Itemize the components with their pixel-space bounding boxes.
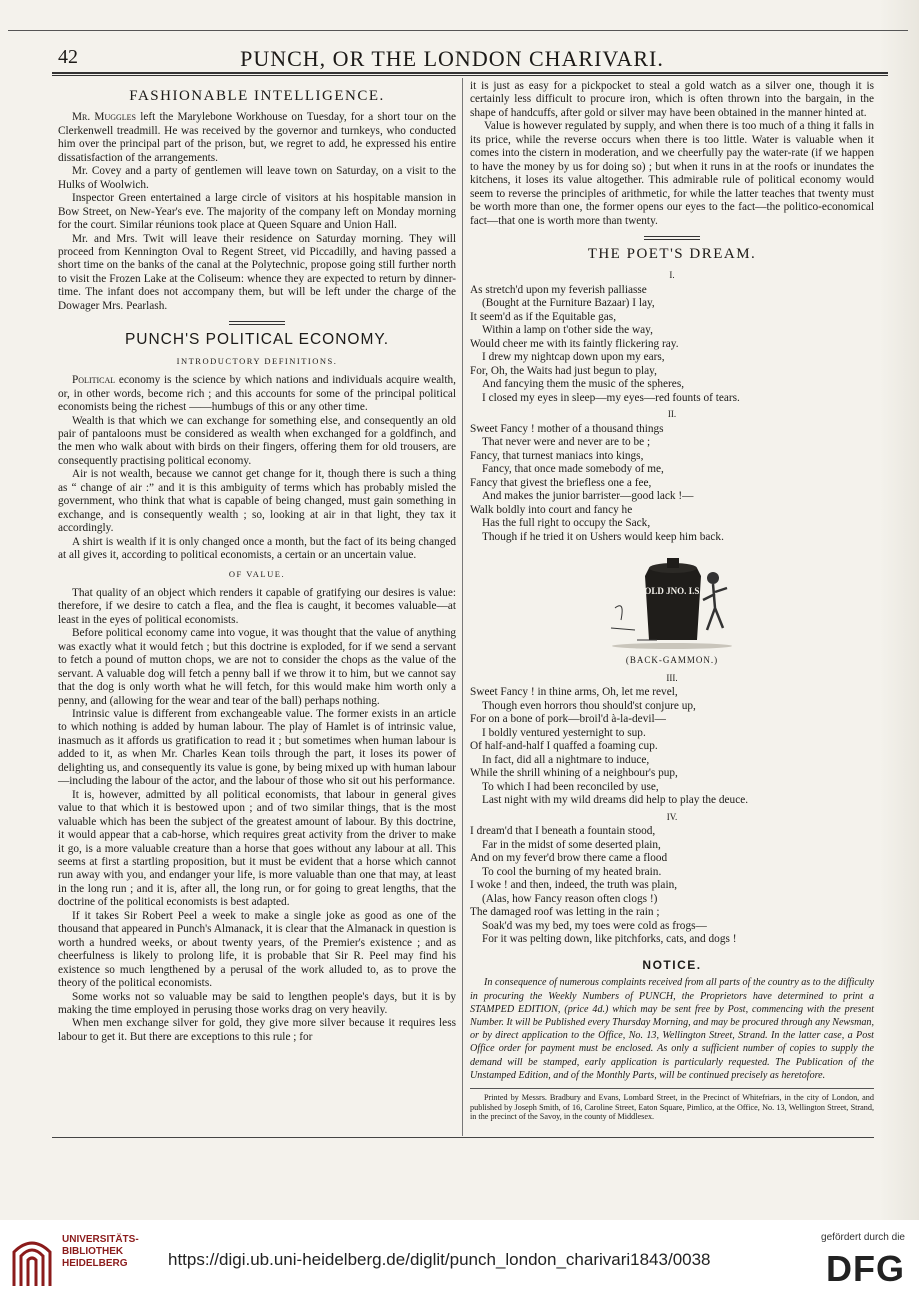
poem-line: For on a bone of pork—broil'd à-la-devil— (470, 713, 666, 726)
fashionable-paragraph: Inspector Green entertained a large circle of visitors at his hospitable mansion in Bow Street, on New-Year's eve. The majority of the company left on Monday morning for the court. Similar réunions took place at Queen Square and Union Hall. (58, 192, 456, 232)
poem-line: Though if he tried it on Ushers would keep him back. (482, 530, 724, 543)
poem-line: I woke ! and then, indeed, the truth was plain, (470, 879, 678, 892)
stanza-1 (470, 284, 874, 406)
poem-line: Fancy, that once made somebody of me, (482, 463, 664, 476)
economy-paragraph: It is, however, admitted by all political economists, that labour in general gives value to that which it is bestowed upon ; and of two similar things, that is the most valuable which has been the subject of the greatest amount of labour. By this doctrine, it would appear that a cab-horse, which requires great activity from the driver to make it go, is a more valuable creature than a horse that goes without any labour at all. This seems at first a startling proposition, but it must be evident that a horse which cannot run away with you, and endanger your life, is more valuable than one that may, at least in the long run ; and it is, after all, the long run, or for going to great lengths, that the doctrine of the political economists is best adapted. (58, 788, 456, 909)
permalink-url[interactable]: https://digi.ub.uni-heidelberg.de/diglit/punch_london_charivari1843/0038 (168, 1250, 711, 1269)
economy-paragraph: Wealth is that which we can exchange for something else, and consequently an old pair of pantaloons must be considered as wealth when exchanged for a goldfinch, and the men who walk about with birds on their fingers, offering them for old trousers, are consequently practising political economy. (58, 414, 456, 467)
section-divider (229, 321, 285, 325)
poem-line: While the shrill whining of a neighbour's pup, (470, 767, 678, 780)
printer-imprint: Printed by Messrs. Bradbury and Evans, Lombard Street, in the Precinct of Whitefriars, in the city of London, and published by Joseph Smith, of 16, Caroline Street, Eaton Square, Pimlico, at the Office, No. 13, Wellington Street, Strand, in the precinct of the Savoy, in the county of Middlesex. (470, 1093, 874, 1122)
poem-line: Though even horrors thou should'st conjure up, (482, 699, 696, 712)
page-edge-shadow (879, 0, 919, 1220)
poem-line: Far in the midst of some deserted plain, (482, 838, 661, 851)
illustration-caption: (BACK-GAMMON.) (625, 655, 719, 666)
page-number: 42 (58, 46, 78, 68)
stanza-number: IV. (666, 811, 678, 822)
poem-line: Fancy that givest the briefless one a fee, (470, 476, 652, 489)
poem-line: Of half-and-half I quaffed a foaming cup. (470, 740, 658, 753)
poem-line: In fact, did all a nightmare to induce, (482, 753, 650, 766)
dfg-logo[interactable]: DFG (826, 1248, 905, 1289)
notice-title: NOTICE. (642, 957, 702, 972)
fashionable-paragraph: Mr. Covey and a party of gentlemen will leave town on Saturday, on a visit to the Hulks of Woolwich. (58, 165, 456, 191)
poem-line: And fancying them the music of the spheres, (482, 378, 685, 391)
top-rule (8, 30, 908, 31)
poem-line: The damaged roof was letting in the rain ; (470, 906, 660, 919)
stanza-2 (470, 423, 874, 545)
fashionable-paragraph: Mr. Muggles left the Marylebone Workhouse on Tuesday, for a short tour on the Clerkenwell treadmill. He was received by the governor and turnkeys, who conducted him over the principal part of the prison, but, we regret to add, he expressed his entire dissatisfaction of the arrangements. (58, 111, 456, 164)
poem-line: I dream'd that I beneath a fountain stood, (470, 825, 656, 838)
viewer-footer (0, 1220, 919, 1302)
running-title: PUNCH, OR THE LONDON CHARIVARI. (240, 46, 664, 71)
imprint-rule (470, 1088, 874, 1089)
poem-title: THE POET'S DREAM. (587, 245, 757, 262)
economy-subtitle: INTRODUCTORY DEFINITIONS. (176, 355, 338, 366)
poem-line: Sweet Fancy ! mother of a thousand things (470, 422, 664, 435)
economy-paragraph: Some works not so valuable may be said to lengthen people's days, but it is by making the time employed in perusing those works drag on very heavily. (58, 990, 456, 1016)
stanza-3 (470, 686, 874, 808)
value-heading: OF VALUE. (228, 568, 286, 579)
stanza-4 (470, 825, 874, 947)
left-column (58, 80, 456, 1044)
poem-line: Soak'd was my bed, my toes were cold as frogs— (482, 919, 707, 932)
economy-title: PUNCH'S POLITICAL ECONOMY. (124, 331, 390, 349)
stanza-number: III. (666, 672, 678, 683)
poem-line: That never were and never are to be ; (482, 436, 651, 449)
sponsor-label: gefördert durch die (821, 1232, 905, 1243)
header-rule (52, 72, 888, 74)
backgammon-illustration (597, 548, 747, 652)
stanza-number: II. (667, 409, 677, 420)
economy-paragraph: A shirt is wealth if it is only changed once a month, but the fact of its being changed at all gives it, according to political economists, a certain or an uncertain value. (58, 535, 456, 562)
column-divider (462, 78, 463, 1136)
economy-paragraph: That quality of an object which renders it capable of gratifying our desires is value: therefore, if we desire to catch a flea, and the flea is caught, it becomes valuable—at least in the eyes of political economists. (58, 586, 456, 626)
poem-line: Sweet Fancy ! in thine arms, Oh, let me revel, (470, 686, 678, 699)
poem (470, 269, 874, 947)
fashionable-paragraph: Mr. and Mrs. Twit will leave their residence on Saturday morning. They will proceed from Kennington Oval to Regent Street, vid Piccadilly, and having passed a short time on the banks of the canal at the Polytechnic, propose going still further north to visit the Frozen Lake at the Coliseum: whence they are expected to return by dinner-time. The infant does not accompany them, but will be left under the charge of the Dowager Mrs. Pearlash. (58, 232, 456, 312)
economy-paragraph-continued: it is just as easy for a pickpocket to steal a gold watch as a silver one, though it is certainly less difficult to procure iron, which is often thrown into the bargain, in the shape of handcuffs, after gold or silver may have been obtained in the manner hinted at. (470, 80, 874, 119)
economy-paragraph: Before political economy came into vogue, it was thought that the value of anything was exactly what it would fetch ; but this doctrine is exploded, for if we send a servant to fetch a pound of mutton chops, we are not to consider the chops as the value of the servant. A valuable dog will fetch a penny ball if we throw it to him, but we cannot say that the dog is only worth what he will fetch, for this would make him worth only a penny, and (allowing for the wear and tear of the ball) perhaps nothing. (58, 627, 456, 707)
section-divider (644, 236, 700, 240)
poem-line: Within a lamp on t'other side the way, (482, 324, 653, 337)
economy-paragraph: If it takes Sir Robert Peel a week to make a single joke as good as one of the thousand that appeared in Punch's Almanack, it is clear that the Almanack in question is worth a hundred weeks, or about twenty years, of the Premier's existence ; and as cheerfulness is likely to prolong life, it is probable that Sir R. Peel may find his existence so much lengthened by a perusal of the work alluded to, as to prove the theory of the political economists. (58, 909, 456, 990)
poem-line: For it was pelting down, like pitchforks, cats, and dogs ! (482, 933, 737, 946)
notice-body: In consequence of numerous complaints received from all parts of the country as to the difficulty in procuring the Weekly Numbers of PUNCH, the Proprietors have determined to print a STAMPED EDITION, (price 4d.) which may be sent free by Post, commencing with the present Number. It will be Published every Thursday Morning, and may be procured through any Newsman, or by direct application to the Office, No. 13, Wellington Street, Strand. In the latter case, a Post Office order for payment must be enclosed. As only a sufficient number of copies to supply the demand will be stamped, early application is particularly requested. The Publication of the Unstamped Edition, and of the Monthly Parts, will be continued precisely as heretofore. (470, 977, 874, 1081)
poem-line: (Bought at the Furniture Bazaar) I lay, (482, 297, 655, 310)
lead-name: Mr. Muggles (72, 111, 137, 124)
poem-line: Would cheer me with its faintly flickering ray. (470, 337, 679, 350)
poem-line: It seem'd as if the Equitable gas, (470, 310, 617, 323)
cut-label: OLD JNO. I.S. (644, 586, 702, 597)
economy-paragraph: Political economy is the science by which nations and individuals acquire wealth, or, in other words, become rich ; and this accounts for some of the principal political economists being the richest ——humbugs of this or any other time. (58, 374, 456, 414)
poem-line: (Alas, how Fancy reason often clogs !) (482, 892, 658, 905)
economy-paragraph: Air is not wealth, because we cannot get change for it, though there is such a thing as “ change of air :” and it is this ambiguity of terms which has probably misled the government, who think that what is capable of being changed, must gain something in exchange, and is consequently wealth ; so, looking at air in that light, they tax it accordingly. (58, 468, 456, 535)
university-library-logo[interactable] (10, 1230, 54, 1290)
poem-line: As stretch'd upon my feverish palliasse (470, 283, 647, 296)
poem-line: Walk boldly into court and fancy he (470, 503, 633, 516)
right-column (470, 80, 874, 1122)
economy-paragraph: Intrinsic value is different from exchangeable value. The former exists in an article to which nothing is added by human labour. The play of Hamlet is of intrinsic value, inasmuch as it affords us gratification to read it ; but sometimes when human labour is added to it, as when Mr. Charles Kean toils through the part, it loses its power of delighting us, and consequently its value is gone, by being mixed up with human labour—including the labour of the actor, and the labour of those who sit out his performance. (58, 708, 456, 788)
library-name[interactable]: UNIVERSITÄTS- BIBLIOTHEK HEIDELBERG (62, 1234, 139, 1269)
poem-line: And makes the junior barrister—good lack !— (482, 490, 694, 503)
poem-line: To which I had been reconciled by use, (482, 780, 659, 793)
lead-word: Political (72, 374, 116, 387)
bottom-rule (52, 1137, 874, 1138)
poem-line: I boldly ventured yesternight to sup. (482, 726, 646, 739)
economy-paragraph: When men exchange silver for gold, they give more silver because it requires less labour to get it. But there are exceptions to this rule ; for (58, 1017, 456, 1043)
poem-line: I closed my eyes in sleep—my eyes—red founts of tears. (482, 391, 740, 404)
poem-line: Fancy, that turnest maniacs into kings, (470, 449, 644, 462)
poem-line: To cool the burning of my heated brain. (482, 865, 662, 878)
stanza-number: I. (669, 270, 675, 281)
poem-line: And on my fever'd brow there came a flood (470, 852, 668, 865)
poem-line: For, Oh, the Waits had just begun to play, (470, 364, 657, 377)
poem-line: Last night with my wild dreams did help to play the deuce. (482, 794, 749, 807)
header-rule-thin (52, 75, 888, 76)
poem-line: I drew my nightcap down upon my ears, (482, 351, 665, 364)
fashionable-title: FASHIONABLE INTELLIGENCE. (129, 88, 385, 104)
poem-line: Has the full right to occupy the Sack, (482, 517, 651, 530)
economy-paragraph: Value is however regulated by supply, and when there is too much of a thing it falls in its price, while the reverse occurs when there is too little. Water is valuable when it comes into the cistern in moderation, and we cheerfully pay the water-rate (if we happen to have the money by us for doing so) ; but when it runs in at the roofs or inundates the kitchens, it loses its value altogether. This admirable rule of political economy would seem to reverse the principles of arithmetic, for while the latter teaches that twenty must be worth more than one, the former opens our eyes to the fact—the politico-economical fact—that one is worth more than twenty. (470, 120, 874, 227)
